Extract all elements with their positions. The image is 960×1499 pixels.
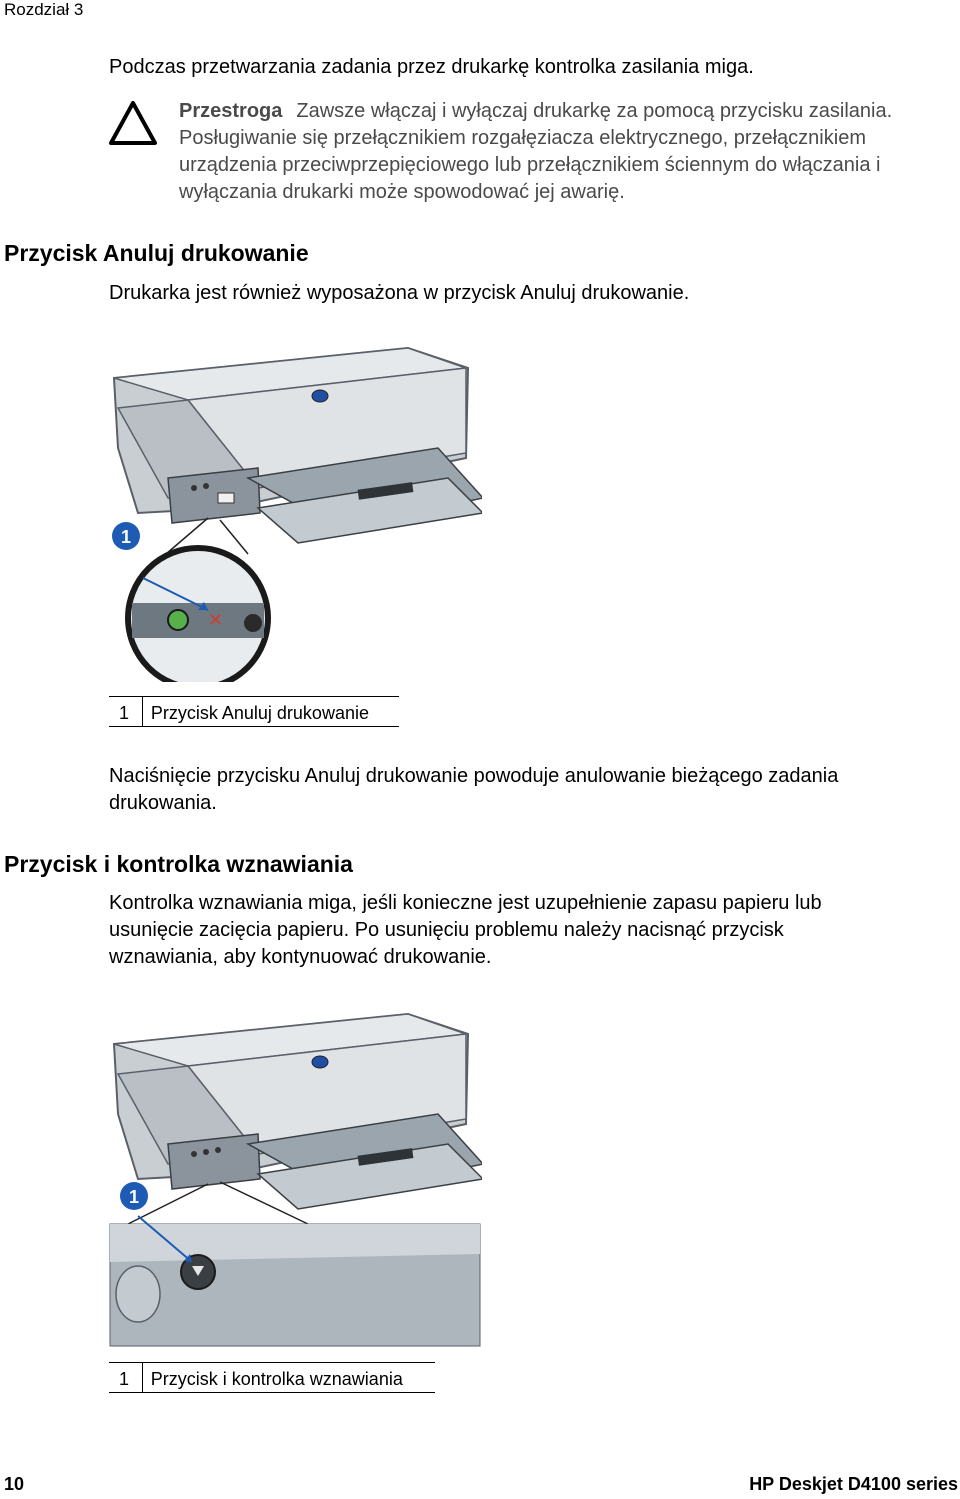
svg-text:✕: ✕ <box>208 610 224 630</box>
printer-cancel-figure <box>108 338 482 682</box>
resume-caption-table <box>109 1362 435 1393</box>
cancel-caption-table <box>109 696 399 727</box>
cancel-body-line-1: Naciśnięcie przycisku Anuluj drukowanie powoduje anulowanie bieżącego zadania <box>109 765 839 787</box>
cancel-body-line-2: drukowania. <box>109 792 217 814</box>
caution-line-3: urządzenia przeciwprzepięciowego lub przełącznikiem ściennym do włączania i <box>179 154 881 176</box>
caution-line-2: Posługiwanie się przełącznikiem rozgałęziacza elektrycznego, przełącznikiem <box>179 127 866 149</box>
resume-line-3: wznawiania, aby kontynuować drukowanie. <box>109 946 492 968</box>
product-name: HP Deskjet D4100 series <box>749 1474 958 1494</box>
page-number: 10 <box>4 1474 25 1494</box>
cancel-callout-number: 1 <box>120 527 132 547</box>
resume-caption-number: 1 <box>109 1363 142 1393</box>
caution-line-4: wyłączania drukarki może spowodować jej awarię. <box>179 181 625 203</box>
section-heading-resume: Przycisk i kontrolka wznawiania <box>4 851 353 877</box>
resume-body <box>109 890 949 971</box>
cancel-caption-text: Przycisk Anuluj drukowanie <box>142 697 399 727</box>
resume-line-2: usunięcie zacięcia papieru. Po usunięciu problemu należy nacisnąć przycisk <box>109 919 784 941</box>
resume-callout-number: 1 <box>128 1187 140 1207</box>
caution-line-1: Zawsze włączaj i wyłączaj drukarkę za pomocą przycisku zasilania. <box>296 100 893 122</box>
resume-line-1: Kontrolka wznawiania miga, jeśli konieczne jest uzupełnienie zapasu papieru lub <box>109 892 822 914</box>
printer-resume-figure <box>108 1004 482 1348</box>
cancel-intro: Drukarka jest również wyposażona w przycisk Anuluj drukowanie. <box>109 282 690 304</box>
chapter-header: Rozdział 3 <box>4 0 84 19</box>
resume-caption-text: Przycisk i kontrolka wznawiania <box>142 1363 435 1393</box>
cancel-caption-number: 1 <box>109 697 142 727</box>
cancel-body <box>109 763 949 817</box>
section-heading-cancel: Przycisk Anuluj drukowanie <box>4 240 309 266</box>
caution-block <box>179 98 959 206</box>
caution-label: Przestroga <box>179 100 283 122</box>
intro-paragraph: Podczas przetwarzania zadania przez drukarkę kontrolka zasilania miga. <box>109 56 754 78</box>
warning-triangle-icon <box>108 100 158 146</box>
